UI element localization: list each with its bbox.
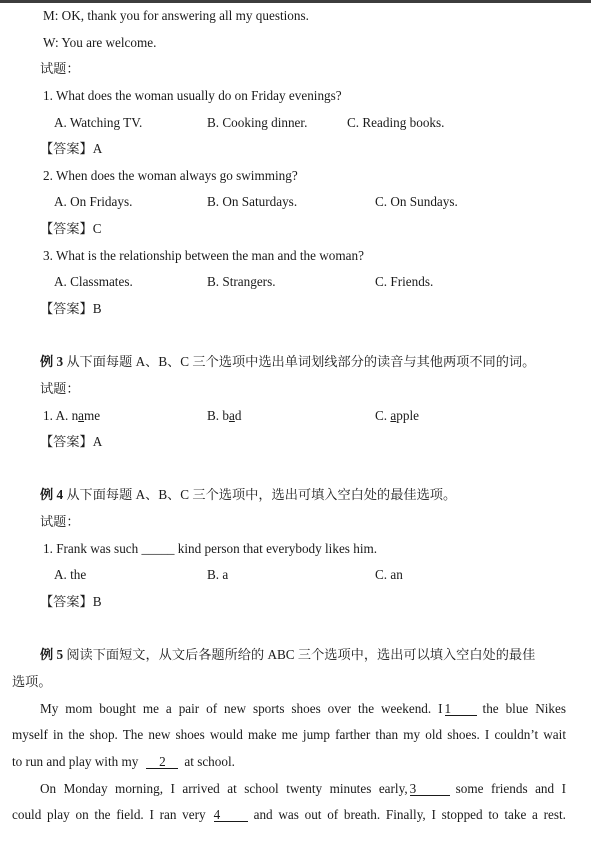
example-3-number: 例 3 (40, 354, 64, 369)
passage-line-5 (12, 807, 566, 823)
passage-line-4-end: some friends and I (455, 781, 566, 796)
example-3-test-label: 试题： (40, 381, 80, 396)
ex3-option-c (375, 408, 419, 424)
q3-answer: 【答案】B (40, 301, 102, 316)
passage-line-5-start: could play on the field. I ran very (12, 807, 206, 822)
page-top-border (0, 0, 591, 3)
ex4-question-blank: _____ (141, 541, 175, 556)
example-4-answer: 【答案】B (40, 594, 102, 609)
blank-1: 1 (445, 702, 477, 716)
q1-option-a: A. Watching TV. (54, 115, 143, 130)
q1-answer: 【答案】A (40, 141, 103, 156)
question-1: 1. What does the woman usually do on Friday evenings? (43, 88, 342, 103)
passage-line-1-end: the blue Nikes (482, 701, 566, 716)
passage-line-3-start: to run and play with my (12, 754, 139, 769)
example-4-number: 例 4 (40, 487, 64, 502)
ex3-option-b-prefix: B. b (207, 408, 229, 423)
q1-option-c: C. Reading books. (347, 115, 445, 130)
example-5-instruction: 阅读下面短文，从文后各题所给的 ABC 三个选项中，选出可以填入空白处的最佳 (63, 647, 536, 662)
example-5-heading-continued: 选项。 (12, 674, 52, 689)
q1-option-b: B. Cooking dinner. (207, 115, 308, 130)
blank-3: 3 (410, 782, 450, 796)
q2-option-a: A. On Fridays. (54, 194, 133, 209)
ex4-option-a: A. the (54, 567, 87, 582)
ex4-option-b: B. a (207, 567, 229, 582)
ex3-option-c-underlined: a (390, 408, 397, 423)
blank-4: 4 (214, 808, 248, 822)
example-4-test-label: 试题： (40, 514, 80, 529)
example-3-heading (40, 354, 535, 370)
dialogue-woman-line: W: You are welcome. (43, 35, 157, 50)
ex3-option-a-rest: me (84, 408, 101, 423)
ex4-question-start: 1. Frank was such (43, 541, 142, 556)
passage-line-2: myself in the shop. The new shoes would make me jump farther than my old shoes. I couldn’t wait (12, 727, 566, 742)
ex3-option-a-prefix: 1. A. n (43, 408, 79, 423)
ex3-option-a-underlined: a (78, 408, 85, 423)
passage-line-5-end: and was out of breath. Finally, I stopped to take a rest. (253, 807, 566, 822)
ex3-option-b (207, 408, 241, 424)
example-5-heading (40, 647, 535, 663)
example-3-instruction: 从下面每题 A、B、C 三个选项中选出单词划线部分的读音与其他两项不同的词。 (63, 354, 536, 369)
ex4-question-end: kind person that everybody likes him. (174, 541, 378, 556)
passage-line-3-end: at school. (184, 754, 235, 769)
blank-2: 2 (146, 755, 178, 769)
dialogue-man-line: M: OK, thank you for answering all my questions. (43, 8, 309, 23)
passage-line-1-start: My mom bought me a pair of new sports shoes over the weekend. I (40, 701, 443, 716)
q2-answer: 【答案】C (40, 221, 102, 236)
ex3-option-a (43, 408, 100, 424)
ex4-option-c: C. an (375, 567, 403, 582)
example-4-heading (40, 487, 456, 503)
passage-line-3 (12, 754, 235, 770)
q2-option-b: B. On Saturdays. (207, 194, 298, 209)
q3-option-b: B. Strangers. (207, 274, 276, 289)
example-5-number: 例 5 (40, 647, 64, 662)
q3-option-a: A. Classmates. (54, 274, 133, 289)
example-4-question (43, 541, 377, 557)
question-2: 2. When does the woman always go swimming? (43, 168, 298, 183)
example-4-instruction: 从下面每题 A、B、C 三个选项中，选出可填入空白处的最佳选项。 (63, 487, 457, 502)
question-3: 3. What is the relationship between the man and the woman? (43, 248, 364, 263)
q3-option-c: C. Friends. (375, 274, 434, 289)
ex3-option-c-rest: pple (396, 408, 419, 423)
passage-line-1 (40, 701, 566, 717)
example-3-answer: 【答案】A (40, 434, 103, 449)
ex3-option-b-underlined: a (228, 408, 235, 423)
test-label: 试题： (40, 61, 80, 76)
passage-line-4-start: On Monday morning, I arrived at school twenty minutes early, (40, 781, 408, 796)
passage-line-4 (40, 781, 566, 797)
ex3-option-c-prefix: C. (375, 408, 391, 423)
ex3-option-b-rest: d (234, 408, 242, 423)
q2-option-c: C. On Sundays. (375, 194, 458, 209)
